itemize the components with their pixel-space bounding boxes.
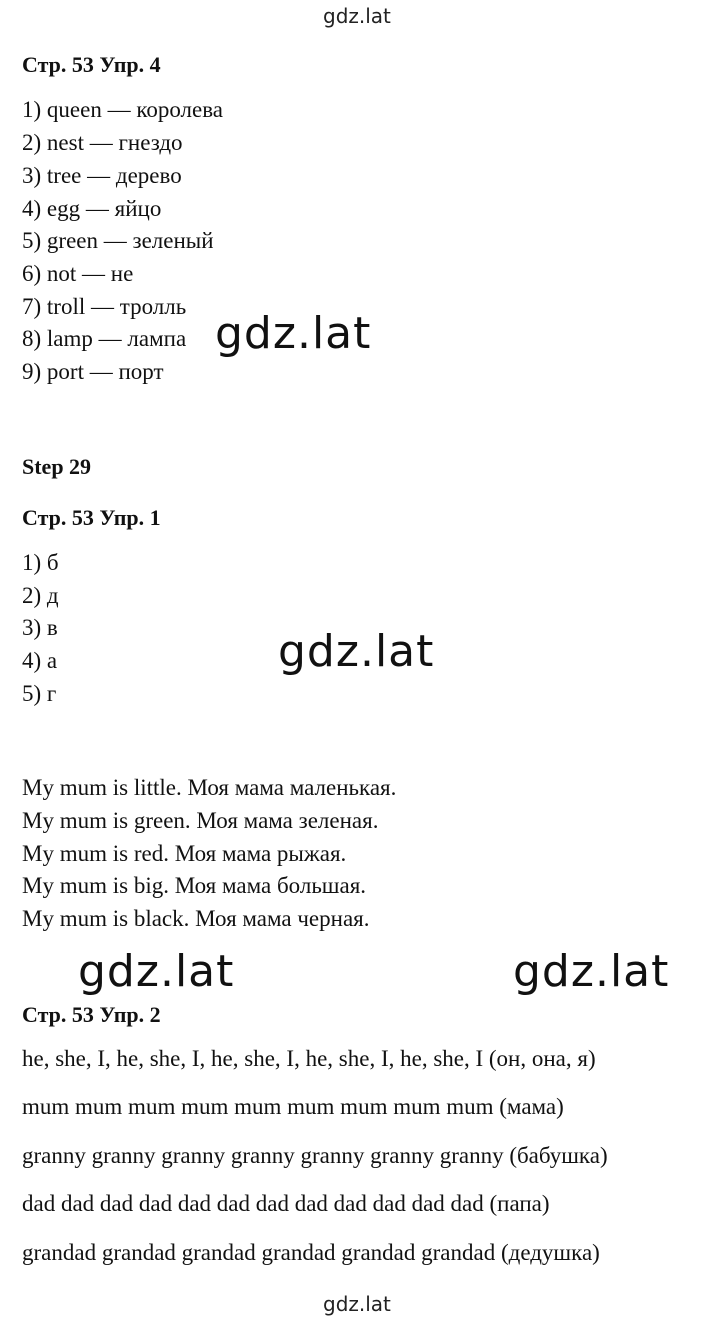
list-item: 4) а bbox=[22, 648, 58, 673]
sentence-line: My mum is black. Моя мама черная. bbox=[22, 906, 370, 931]
list-item: 1) queen — королева bbox=[22, 97, 223, 122]
exercise-line: dad dad dad dad dad dad dad dad dad dad dad dad (папа) bbox=[22, 1191, 550, 1216]
list-item: 5) green — зеленый bbox=[22, 228, 214, 253]
list-item: 2) д bbox=[22, 583, 59, 608]
watermark-big: gdz.lat bbox=[215, 308, 372, 359]
list-item: 4) egg — яйцо bbox=[22, 196, 162, 221]
exercise-line: granny granny granny granny granny granny granny (бабушка) bbox=[22, 1143, 608, 1168]
list-item: 7) troll — тролль bbox=[22, 294, 187, 319]
step-title: Step 29 bbox=[22, 454, 92, 479]
exercise-line: grandad grandad grandad grandad grandad grandad (дедушка) bbox=[22, 1240, 600, 1265]
watermark-big: gdz.lat bbox=[78, 946, 235, 997]
list-item: 6) not — не bbox=[22, 261, 134, 286]
list-item: 3) tree — дерево bbox=[22, 163, 182, 188]
watermark-big: gdz.lat bbox=[513, 946, 670, 997]
list-item: 9) port — порт bbox=[22, 359, 164, 384]
watermark-bottom: gdz.lat bbox=[323, 1292, 391, 1316]
section2-heading: Стр. 53 Упр. 1 bbox=[22, 505, 161, 530]
list-item: 3) в bbox=[22, 615, 58, 640]
section3-heading: Стр. 53 Упр. 2 bbox=[22, 1002, 161, 1027]
list-item: 2) nest — гнездо bbox=[22, 130, 183, 155]
sentence-line: My mum is big. Моя мама большая. bbox=[22, 873, 367, 898]
sentence-line: My mum is red. Моя мама рыжая. bbox=[22, 841, 347, 866]
section1-heading: Стр. 53 Упр. 4 bbox=[22, 52, 161, 77]
sentence-line: My mum is green. Моя мама зеленая. bbox=[22, 808, 379, 833]
watermark-top: gdz.lat bbox=[323, 4, 391, 28]
list-item: 8) lamp — лампа bbox=[22, 326, 187, 351]
watermark-big: gdz.lat bbox=[278, 626, 435, 677]
exercise-line: mum mum mum mum mum mum mum mum mum (мама) bbox=[22, 1094, 564, 1119]
exercise-line: he, she, I, he, she, I, he, she, I, he, she, I, he, she, I (он, она, я) bbox=[22, 1046, 596, 1071]
sentence-line: My mum is little. Моя мама маленькая. bbox=[22, 775, 397, 800]
list-item: 1) б bbox=[22, 550, 59, 575]
list-item: 5) г bbox=[22, 681, 57, 706]
